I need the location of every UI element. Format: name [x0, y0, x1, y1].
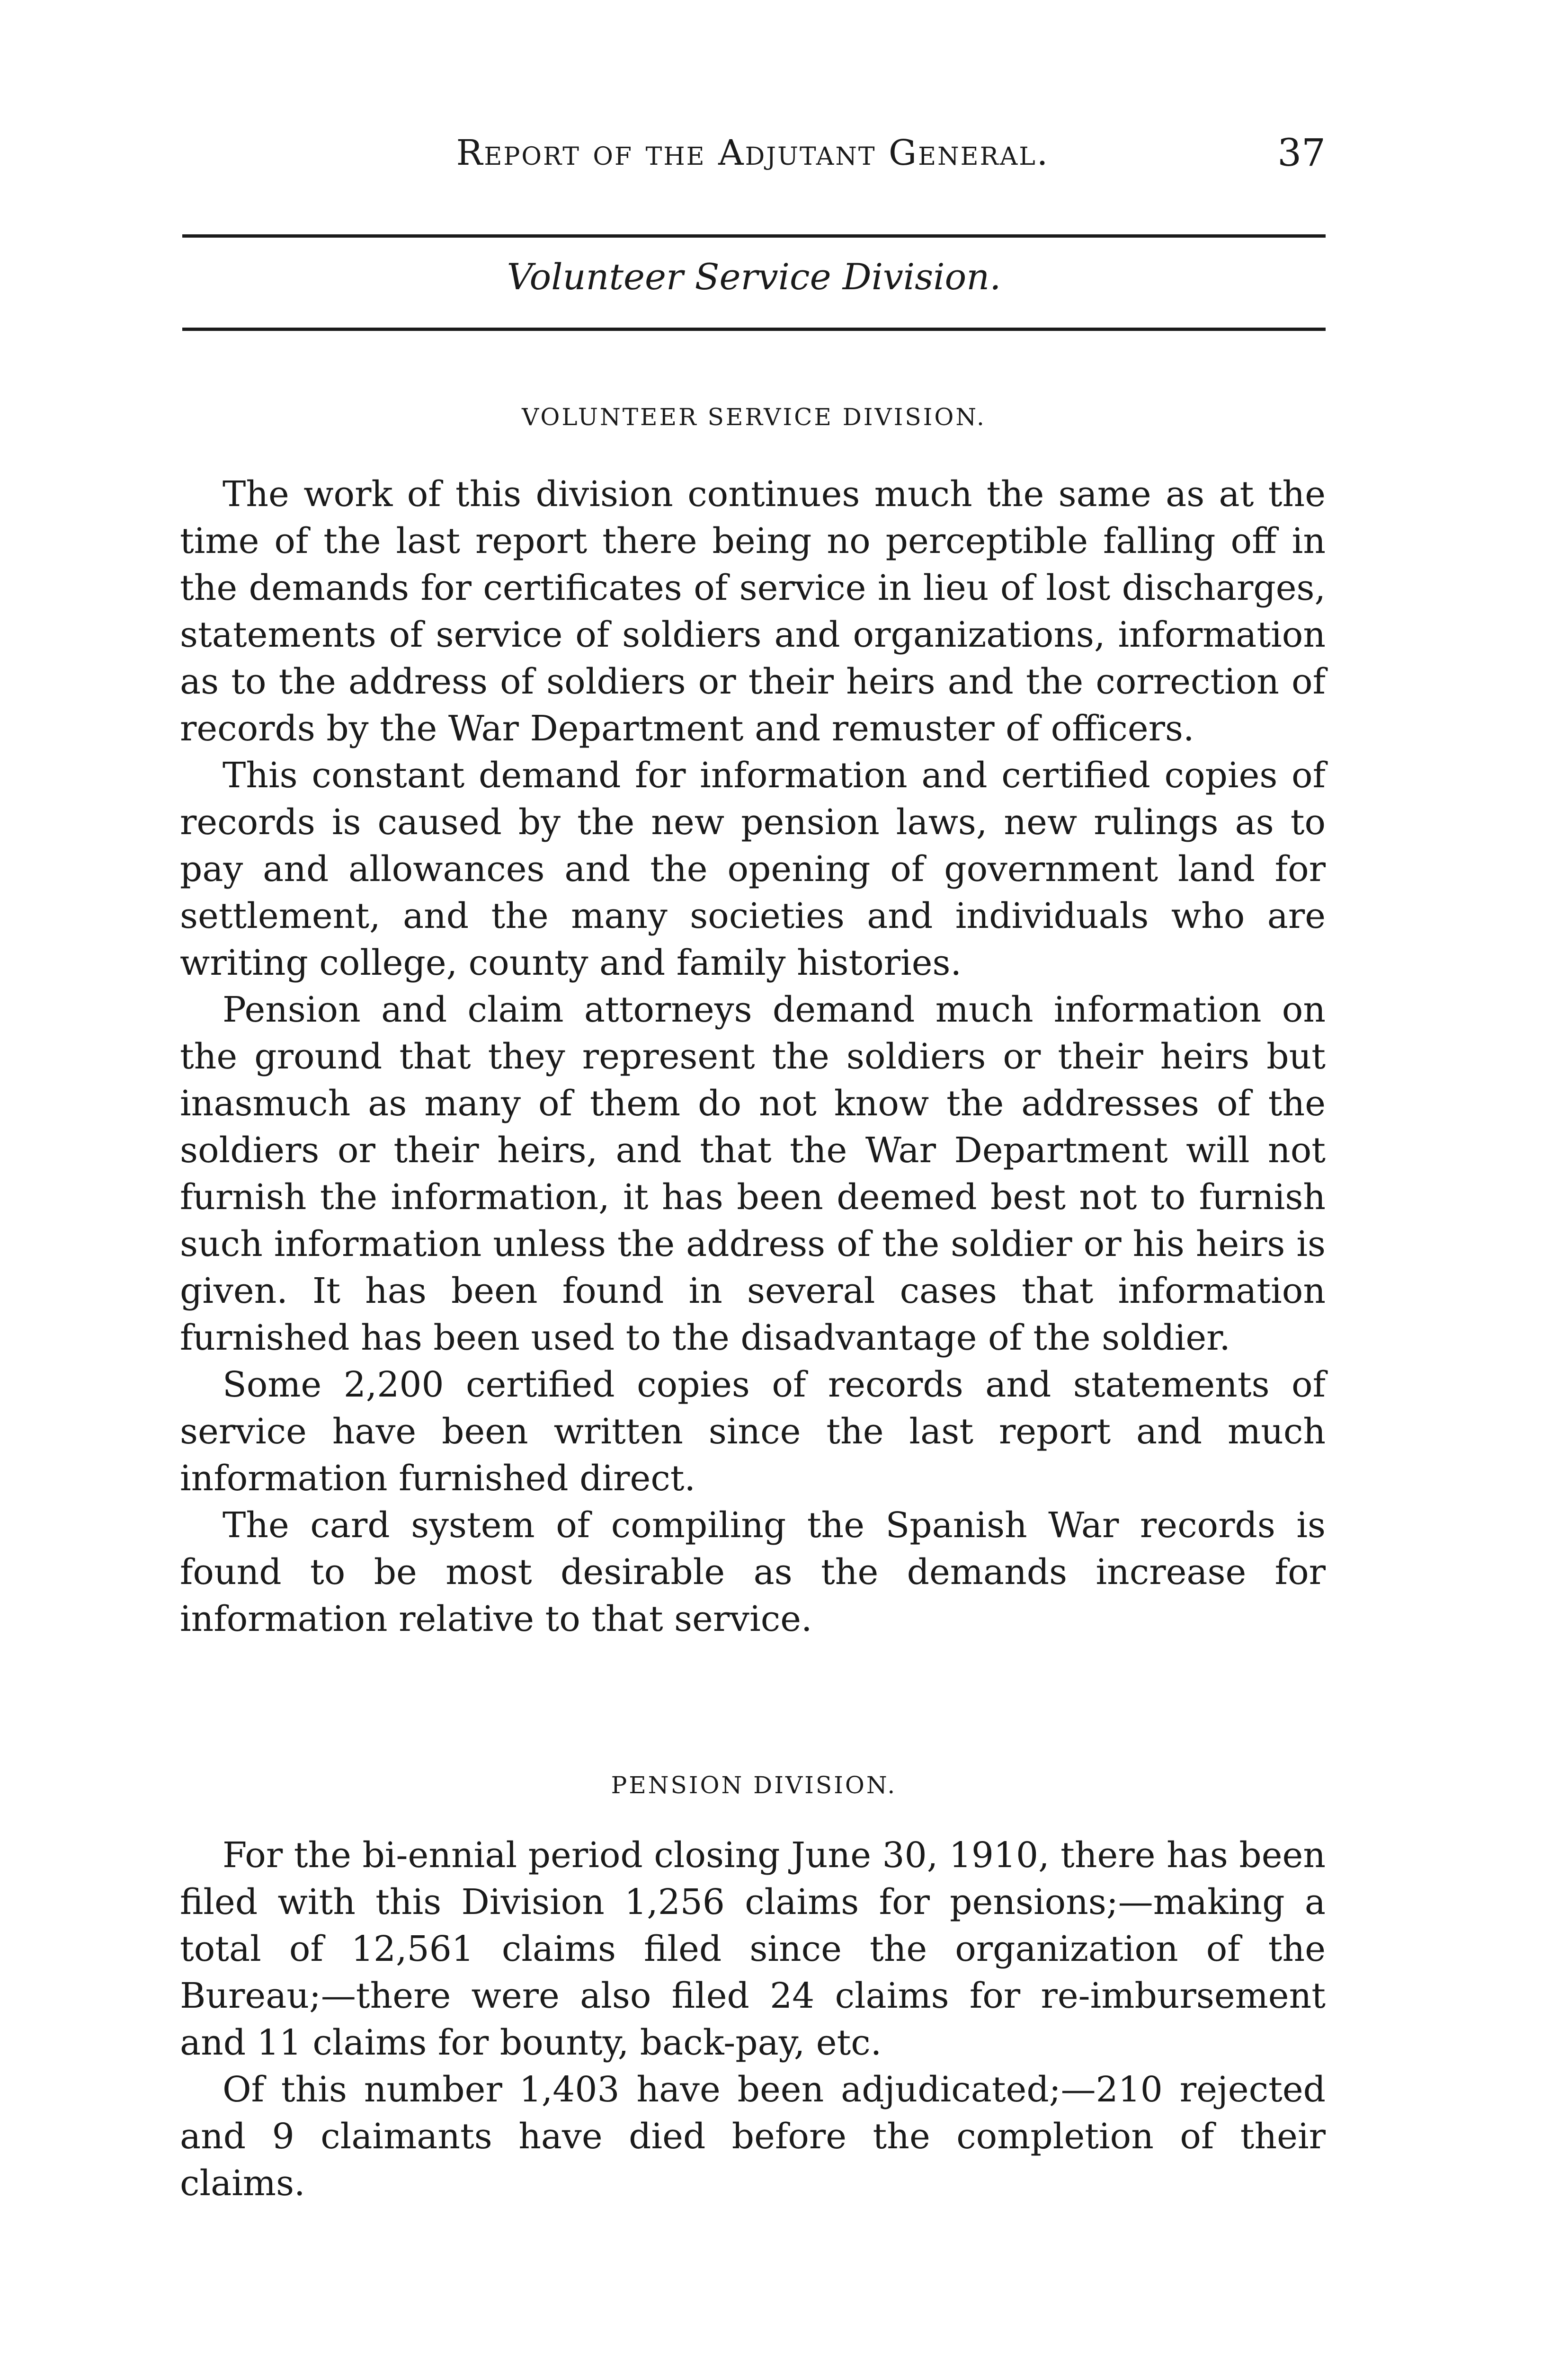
paragraph: The card system of compiling the Spanish War records is found to be most desirable as the demands increase for information relative to that service. — [180, 1505, 1326, 1639]
paragraph: Pension and claim attorneys demand much information on the ground that they represent the soldiers or their heirs but inasmuch as many of them do not know the addresses of the soldiers or their heirs, and that the War Department will not furnish the information, it has been deemed best not to furnish such information unless the address of the soldier or his heirs is given. It has been found in several cases that information furnished has been used to the disadvantage of the soldier. — [180, 989, 1326, 1358]
pension-section-heading: PENSION DIVISION. — [611, 1771, 897, 1799]
paragraph: The work of this division continues much the same as at the time of the last report there being no perceptible falling off in the demands for certificates of service in lieu of lost discharges, statements of service of soldiers and organizations, information as to the address of soldiers or their heirs and the correction of records by the War Department and remuster of officers. — [180, 474, 1326, 749]
volunteer-section-body — [180, 471, 1326, 1643]
section-banner: Volunteer Service Division. — [507, 256, 1001, 298]
paragraph: Some 2,200 certified copies of records and statements of service have been written since the last report and much information furnished direct. — [180, 1364, 1326, 1499]
volunteer-section-heading: VOLUNTEER SERVICE DIVISION. — [522, 403, 986, 431]
running-head — [180, 128, 1326, 180]
bottom-rule — [182, 328, 1326, 331]
paragraph: Of this number 1,403 have been adjudicated;—210 rejected and 9 claimants have died before the completion of their claims. — [180, 2069, 1326, 2204]
pension-section-body — [180, 1832, 1326, 2207]
running-head-title: Report of the Adjutant General. — [456, 133, 1050, 173]
top-rule — [182, 234, 1326, 238]
page-number: 37 — [1277, 131, 1326, 175]
paragraph: For the bi-ennial period closing June 30, 1910, there has been filed with this Division 1,256 claims for pensions;—making a total of 12,561 claims filed since the organization of the Bureau;—there were also filed 24 claims for re-imbursement and 11 claims for bounty, back-pay, etc. — [180, 1835, 1326, 2063]
paragraph: This constant demand for information and certified copies of records is caused by the new pension laws, new rulings as to pay and allowances and the opening of government land for settlement, and the many societies and individuals who are writing college, county and family histories. — [180, 755, 1326, 983]
